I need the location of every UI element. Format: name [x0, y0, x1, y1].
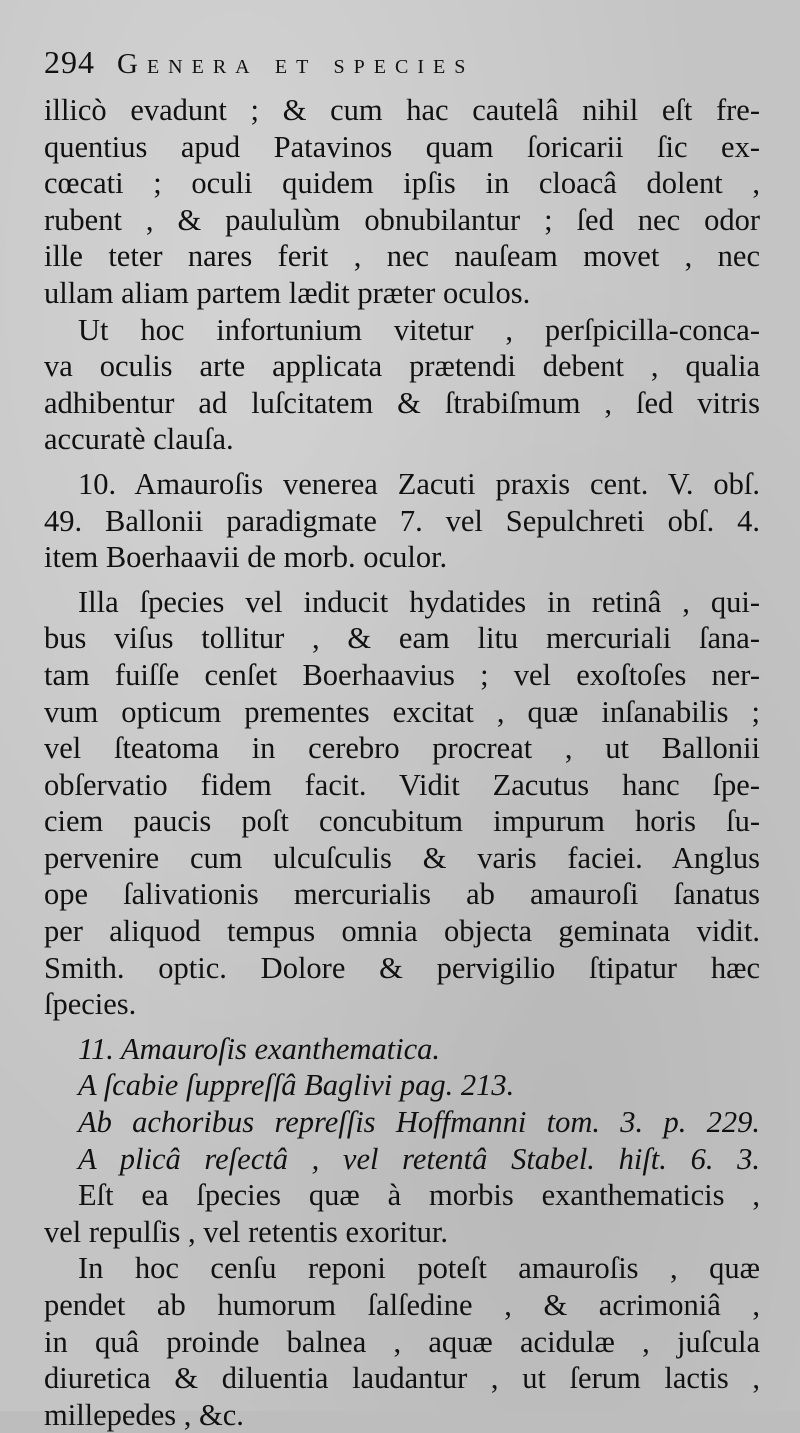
text-line: Illa ſpecies vel inducit hydatides in retinâ , qui-: [78, 584, 760, 619]
text-line: va oculis arte applicata prætendi debent , qualia: [44, 349, 760, 384]
text-line: diuretica & diluentia laudantur , ut ſerum lactis ,: [44, 1361, 760, 1396]
text-line: Eſt ea ſpecies quæ à morbis exanthematicis ,: [78, 1178, 760, 1213]
text-line: millepedes , &c.: [44, 1397, 244, 1432]
text-line: obſervatio fidem facit. Vidit Zacutus hanc ſpe-: [44, 767, 760, 802]
text-line: pendet ab humorum ſalſedine , & acrimoniâ ,: [44, 1288, 760, 1322]
text-line: quentius apud Patavinos quam ſoricarii ſic ex-: [44, 129, 760, 164]
text-line: per aliquod tempus omnia objecta geminata vidit.: [44, 914, 760, 949]
text-line: Ab achoribus repreſſis Hoffmanni tom. 3. p. 229.: [78, 1105, 760, 1140]
running-head: Genera et species: [117, 48, 475, 80]
text-line: in quâ proinde balnea , aquæ acidulæ , juſcula: [44, 1324, 760, 1359]
text-line: Ut hoc infortunium vitetur , perſpicilla-conca-: [78, 312, 760, 347]
text-line: Smith. optic. Dolore & pervigilio ſtipatur hæc: [44, 950, 760, 985]
section-heading-line: 11. Amauroſis exanthematica.: [78, 1031, 440, 1066]
text-line: A plicâ reſectâ , vel retentâ Stabel. hiſt. 6. 3.: [78, 1141, 760, 1176]
text-line: bus viſus tollitur , & eam litu mercuriali ſana-: [44, 621, 760, 656]
text-line: In hoc cenſu reponi poteſt amauroſis , quæ: [78, 1251, 760, 1286]
text-line: ciem paucis poſt concubitum impurum horis ſu-: [44, 804, 760, 839]
text-line: item Boerhaavii de morb. oculor.: [44, 540, 448, 575]
text-line: ope ſalivationis mercurialis ab amauroſi ſanatus: [44, 877, 760, 912]
page-number: 294: [44, 44, 95, 80]
text-line: vel repulſis , vel retentis exoritur.: [44, 1214, 449, 1249]
text-line: accuratè clauſa.: [44, 422, 234, 457]
text-line: A ſcabie ſuppreſſâ Baglivi pag. 213.: [78, 1068, 515, 1103]
text-line: 49. Ballonii paradigmate 7. vel Sepulchreti obſ. 4.: [44, 503, 760, 538]
page-header: [44, 44, 760, 92]
text-line: pervenire cum ulcuſculis & varis faciei. Anglus: [44, 840, 760, 875]
section-heading-line: 10. Amauroſis venerea Zacuti praxis cent. V. obſ.: [78, 466, 760, 501]
text-line: vum opticum prementes excitat , quæ inſanabilis ;: [44, 694, 760, 729]
text-line: illicò evadunt ; & cum hac cautelâ nihil eſt fre-: [44, 93, 760, 127]
text-line: cœcati ; oculi quidem ipſis in cloacâ dolent ,: [44, 166, 760, 201]
text-line: tam fuiſſe cenſet Boerhaavius ; vel exoſtoſes ner-: [44, 657, 760, 692]
text-line: ſpecies.: [44, 987, 137, 1022]
text-line: rubent , & paululùm obnubilantur ; ſed nec odor: [44, 202, 760, 237]
text-line: ullam aliam partem lædit præter oculos.: [44, 275, 531, 310]
body-text: [44, 92, 760, 1433]
text-line: vel ſteatoma in cerebro procreat , ut Ballonii: [44, 731, 760, 766]
text-line: adhibentur ad luſcitatem & ſtrabiſmum , ſed vitris: [44, 385, 760, 420]
text-line: ille teter nares ferit , nec nauſeam movet , nec: [44, 239, 760, 274]
